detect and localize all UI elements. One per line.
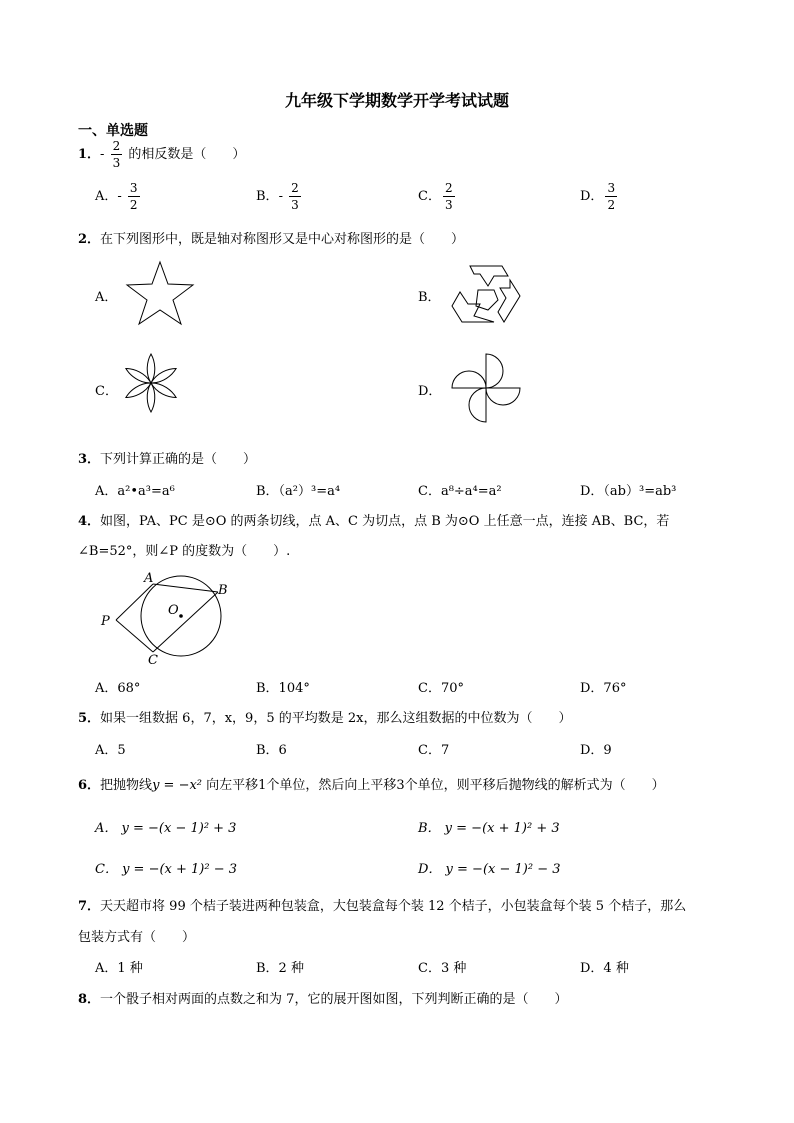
question-1: 1．- $\frac{2}{3}$ 的相反数是（ ） <box>78 139 246 170</box>
q6-option-b[interactable]: B． y = −(x + 1)² + 3 <box>418 821 560 836</box>
page-title: 九年级下学期数学开学考试试题 <box>284 91 509 110</box>
question-6: 6．把抛物线y = −x² 向左平移1个单位，然后向上平移3个单位，则平移后抛物线的解析式为（ ） <box>78 778 665 793</box>
q2-option-b[interactable]: B． <box>418 290 441 305</box>
q7-option-a[interactable]: A．1 种 <box>95 961 143 976</box>
q1-option-c[interactable]: C． $\frac{2}{3}$ <box>418 181 453 212</box>
q3-option-c[interactable]: C．a⁸÷a⁴=a² <box>418 484 502 499</box>
q5-option-b[interactable]: B．6 <box>256 743 287 758</box>
question-4: 4．如图，PA、PC 是⊙O 的两条切线，点 A、C 为切点，点 B 为⊙O 上任意一点，连接 AB、BC，若 <box>78 514 670 529</box>
q4-option-c[interactable]: C．70° <box>418 681 464 696</box>
question-number: 1． <box>78 147 101 162</box>
circle-tangent-figure <box>98 570 238 670</box>
question-5: 5．如果一组数据 6，7，x，9，5 的平均数是 2x，那么这组数据的中位数为（ ） <box>78 711 572 726</box>
q4-option-b[interactable]: B．104° <box>256 681 310 696</box>
question-8: 8．一个骰子相对两面的点数之和为 7，它的展开图如图，下列判断正确的是（ ） <box>78 992 568 1007</box>
q7-option-d[interactable]: D．4 种 <box>580 961 629 976</box>
q2-option-a[interactable]: A． <box>95 290 118 305</box>
q4-option-d[interactable]: D．76° <box>580 681 627 696</box>
section-heading: 一、单选题 <box>78 123 148 139</box>
star-figure <box>125 260 197 328</box>
q7-option-c[interactable]: C．3 种 <box>418 961 467 976</box>
question-7-line2: 包装方式有（ ） <box>78 930 196 945</box>
q3-option-b[interactable]: B．（a²）³=a⁴ <box>256 484 341 499</box>
q5-option-c[interactable]: C．7 <box>418 743 450 758</box>
label-c: C <box>148 653 158 668</box>
question-2: 2．在下列图形中，既是轴对称图形又是中心对称图形的是（ ） <box>78 232 465 247</box>
q7-option-b[interactable]: B．2 种 <box>256 961 304 976</box>
fraction: $\frac{2}{3}$ <box>112 139 121 170</box>
q1-option-d[interactable]: D． $\frac{3}{2}$ <box>580 181 616 212</box>
q6-option-d[interactable]: D． y = −(x − 1)² − 3 <box>418 862 561 877</box>
q5-option-d[interactable]: D．9 <box>580 743 612 758</box>
q2-option-d[interactable]: D． <box>418 384 442 399</box>
flower-figure <box>120 352 182 414</box>
q1-option-b[interactable]: B．- $\frac{2}{3}$ <box>256 181 299 212</box>
question-4-line2: ∠B=52°，则∠P 的度数为（ ）. <box>78 544 291 559</box>
q4-option-a[interactable]: A．68° <box>95 681 141 696</box>
q3-option-d[interactable]: D．（ab）³=ab³ <box>580 484 677 499</box>
q5-option-a[interactable]: A．5 <box>95 743 126 758</box>
recycle-hexagon-figure <box>450 264 522 328</box>
label-p: P <box>101 614 110 629</box>
label-o: O <box>168 603 179 618</box>
q6-option-c[interactable]: C． y = −(x + 1)² − 3 <box>95 862 238 877</box>
q2-option-c[interactable]: C． <box>95 384 118 399</box>
question-7: 7．天天超市将 99 个桔子装进两种包装盒，大包装盒每个装 12 个桔子，小包装盒每个装 5 个桔子，那么 <box>78 899 687 914</box>
q3-option-a[interactable]: A．a²•a³=a⁶ <box>95 484 175 499</box>
q6-option-a[interactable]: A． y = −(x − 1)² + 3 <box>95 821 237 836</box>
label-a: A <box>144 571 154 586</box>
label-b: B <box>218 583 228 598</box>
question-3: 3．下列计算正确的是（ ） <box>78 452 257 467</box>
pinwheel-figure <box>450 352 522 424</box>
q1-option-a[interactable]: A．- $\frac{3}{2}$ <box>95 181 138 212</box>
